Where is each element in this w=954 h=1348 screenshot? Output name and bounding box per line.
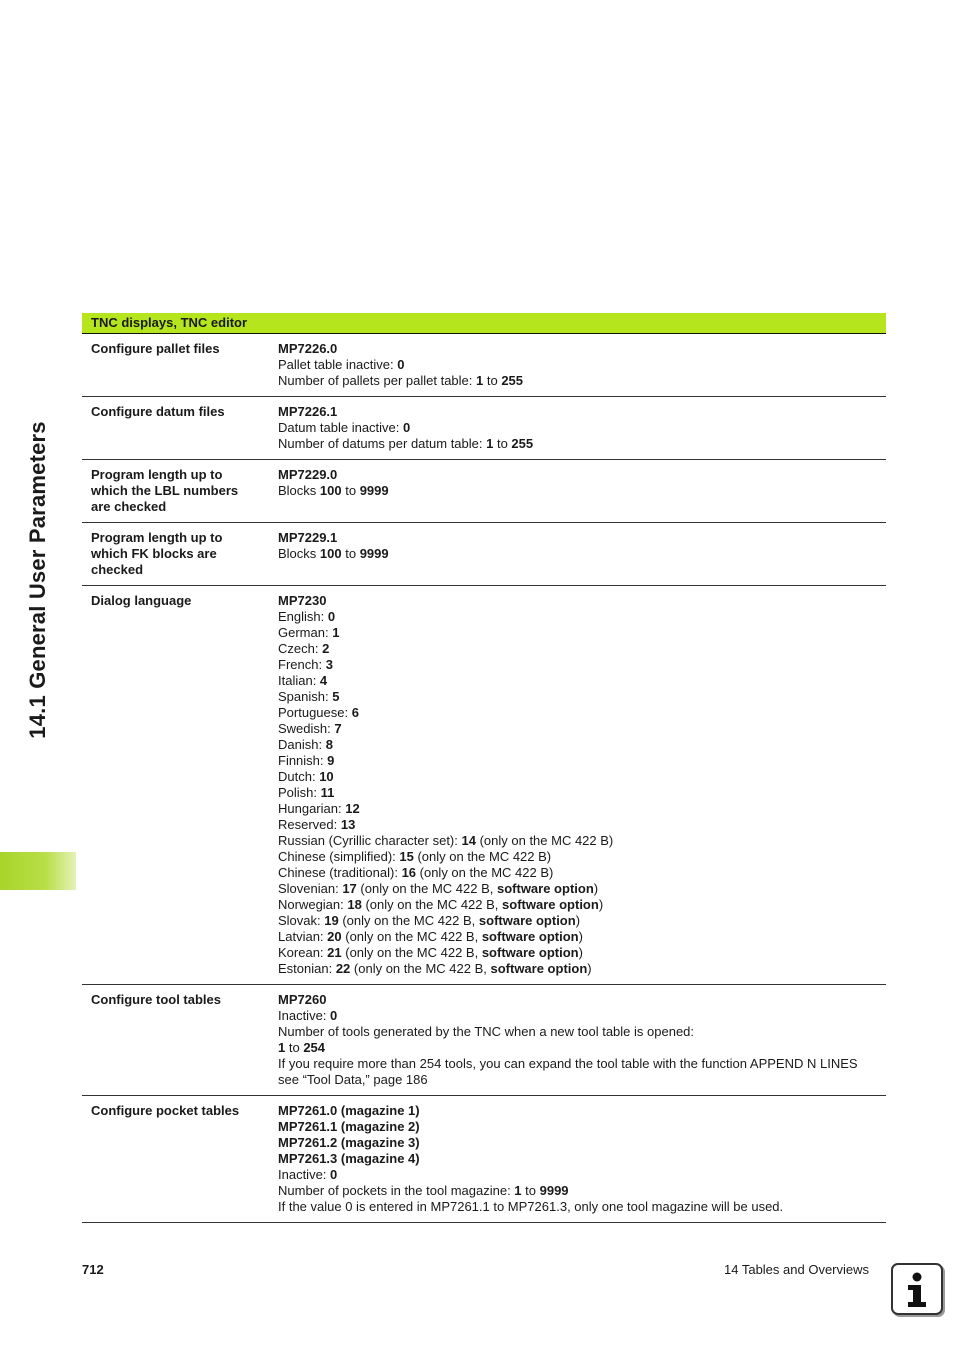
value-emphasis: software option	[478, 913, 576, 928]
parameter-label: Dialog language	[82, 586, 260, 985]
value-emphasis: 6	[351, 705, 359, 720]
value-emphasis: software option	[490, 961, 588, 976]
value-line	[278, 865, 877, 881]
value-text: Number of pallets per pallet table:	[278, 373, 476, 388]
value-emphasis: 16	[401, 865, 417, 880]
value-emphasis: MP7261.0 (magazine 1)	[278, 1103, 420, 1118]
value-emphasis: software option	[502, 897, 599, 912]
value-text: (only on the MC 422 B,	[361, 897, 503, 912]
value-emphasis: MP7261.1 (magazine 2)	[278, 1119, 420, 1134]
value-line	[278, 1119, 877, 1135]
value-text: )	[593, 881, 599, 896]
value-text: (only on the MC 422 B,	[350, 961, 491, 976]
value-emphasis: 18	[347, 897, 362, 912]
value-text: Latvian:	[278, 929, 328, 944]
value-emphasis: software option	[481, 929, 579, 944]
value-text: Slovenian:	[278, 881, 343, 896]
value-text: Estonian:	[278, 961, 336, 976]
value-emphasis: MP7261.2 (magazine 3)	[278, 1135, 420, 1150]
value-text: )	[575, 913, 581, 928]
value-line	[278, 641, 877, 657]
value-emphasis: 11	[320, 785, 335, 800]
value-emphasis: MP7229.1	[278, 530, 338, 545]
value-text: German:	[278, 625, 333, 640]
value-text: Czech:	[278, 641, 323, 656]
value-text: Number of pockets in the tool magazine:	[278, 1183, 515, 1198]
value-line	[278, 1167, 877, 1183]
value-line	[278, 1040, 877, 1056]
value-text: Number of tools generated by the TNC when a new tool table is opened:	[278, 1024, 695, 1039]
value-text: Finnish:	[278, 753, 328, 768]
value-emphasis: 1	[476, 373, 484, 388]
value-text: (only on the MC 422 B)	[416, 865, 554, 880]
value-text: to	[341, 546, 360, 561]
value-line	[278, 945, 877, 961]
value-line	[278, 483, 877, 499]
value-text: Hungarian:	[278, 801, 346, 816]
value-line	[278, 833, 877, 849]
value-emphasis: 21	[327, 945, 342, 960]
value-text: Danish:	[278, 737, 326, 752]
value-line	[278, 929, 877, 945]
chapter-tab-marker	[0, 852, 76, 890]
value-emphasis: MP7260	[278, 992, 327, 1007]
parameter-values	[260, 586, 886, 985]
parameter-label: Program length up to which the LBL numbers are checked	[82, 460, 260, 523]
value-line	[278, 817, 877, 833]
value-line	[278, 1151, 877, 1167]
value-emphasis: 14	[461, 833, 476, 848]
value-emphasis: 1	[514, 1183, 522, 1198]
value-text: Inactive:	[278, 1167, 331, 1182]
value-text: Norwegian:	[278, 897, 348, 912]
value-text: Blocks	[278, 546, 320, 561]
value-text: Inactive:	[278, 1008, 331, 1023]
side-chapter-title-text: 14.1 General User Parameters	[25, 421, 50, 739]
side-chapter-title	[16, 310, 60, 850]
value-line	[278, 961, 877, 977]
parameter-label: Program length up to which FK blocks are checked	[82, 523, 260, 586]
value-emphasis: 2	[322, 641, 330, 656]
value-line	[278, 657, 877, 673]
value-line	[278, 341, 877, 357]
parameter-values	[260, 523, 886, 586]
value-text: Polish:	[278, 785, 321, 800]
value-line	[278, 737, 877, 753]
value-emphasis: 9	[327, 753, 335, 768]
value-emphasis: 1	[278, 1040, 286, 1055]
value-line	[278, 1199, 877, 1215]
table-row	[82, 460, 886, 523]
value-text: If you require more than 254 tools, you can expand the tool table with the function APPEND N LINES see “Tool Data,” page 186	[278, 1056, 858, 1087]
value-text: Reserved:	[278, 817, 341, 832]
value-emphasis: 255	[511, 436, 534, 451]
value-emphasis: 13	[340, 817, 356, 832]
value-text: Italian:	[278, 673, 320, 688]
value-text: )	[587, 961, 592, 976]
value-emphasis: 100	[319, 546, 342, 561]
value-line	[278, 1056, 877, 1088]
parameter-values	[260, 1096, 886, 1223]
table-row	[82, 586, 886, 985]
value-line	[278, 705, 877, 721]
parameter-values	[260, 334, 886, 397]
value-emphasis: MP7229.0	[278, 467, 338, 482]
value-emphasis: 3	[325, 657, 333, 672]
table-row	[82, 1096, 886, 1223]
parameter-label: Configure tool tables	[82, 985, 260, 1096]
value-text: Korean:	[278, 945, 328, 960]
value-text: (only on the MC 422 B,	[356, 881, 497, 896]
value-emphasis: 0	[330, 1008, 338, 1023]
value-line	[278, 1135, 877, 1151]
value-line	[278, 849, 877, 865]
value-text: to	[521, 1183, 540, 1198]
parameter-values	[260, 460, 886, 523]
parameter-label: Configure datum files	[82, 397, 260, 460]
footer-chapter-title: 14 Tables and Overviews	[724, 1262, 870, 1277]
value-emphasis: 9999	[359, 483, 389, 498]
value-emphasis: MP7261.3 (magazine 4)	[278, 1151, 420, 1166]
value-text: English:	[278, 609, 328, 624]
value-text: (only on the MC 422 B,	[338, 913, 479, 928]
value-line	[278, 689, 877, 705]
value-line	[278, 992, 877, 1008]
table-row	[82, 985, 886, 1096]
value-text: to	[493, 436, 512, 451]
value-emphasis: 4	[319, 673, 328, 688]
value-text: (only on the MC 422 B)	[475, 833, 614, 848]
value-text: Chinese (simplified):	[278, 849, 400, 864]
value-line	[278, 721, 877, 737]
parameter-values	[260, 397, 886, 460]
value-text: French:	[278, 657, 326, 672]
value-text: to	[285, 1040, 304, 1055]
value-line	[278, 753, 877, 769]
value-emphasis: MP7226.1	[278, 404, 338, 419]
value-text: )	[578, 945, 583, 960]
parameter-label: Configure pocket tables	[82, 1096, 260, 1223]
value-emphasis: 9999	[359, 546, 389, 561]
value-emphasis: 0	[403, 420, 411, 435]
page-number: 712	[82, 1262, 104, 1277]
value-emphasis: 10	[319, 769, 334, 784]
value-emphasis: software option	[481, 945, 579, 960]
value-emphasis: 0	[397, 357, 405, 372]
value-emphasis: 22	[335, 961, 351, 976]
value-text: Blocks	[278, 483, 320, 498]
value-text: If the value 0 is entered in MP7261.1 to MP7261.3, only one tool magazine will be used.	[278, 1199, 784, 1214]
value-text: to	[341, 483, 360, 498]
parameter-values	[260, 985, 886, 1096]
value-line	[278, 801, 877, 817]
value-line	[278, 881, 877, 897]
value-line	[278, 673, 877, 689]
parameters-table	[82, 313, 886, 1223]
value-line	[278, 1103, 877, 1119]
value-emphasis: 254	[303, 1040, 326, 1055]
value-emphasis: 19	[324, 913, 339, 928]
table-row	[82, 523, 886, 586]
value-emphasis: 0	[330, 1167, 338, 1182]
table-header: TNC displays, TNC editor	[82, 313, 886, 334]
value-line	[278, 1183, 877, 1199]
value-text: Portuguese:	[278, 705, 352, 720]
table-row	[82, 334, 886, 397]
value-emphasis: 100	[319, 483, 342, 498]
value-emphasis: 255	[501, 373, 524, 388]
value-text: Datum table inactive:	[278, 420, 404, 435]
value-line	[278, 420, 877, 436]
value-line	[278, 530, 877, 546]
value-emphasis: 1	[486, 436, 494, 451]
value-emphasis: 20	[327, 929, 342, 944]
value-line	[278, 436, 877, 452]
value-line	[278, 1008, 877, 1024]
table-body	[82, 334, 886, 1223]
value-line	[278, 769, 877, 785]
value-line	[278, 404, 877, 420]
value-text: Spanish:	[278, 689, 333, 704]
value-text: Pallet table inactive:	[278, 357, 398, 372]
value-emphasis: 9999	[539, 1183, 569, 1198]
value-line	[278, 1024, 877, 1040]
value-emphasis: 5	[332, 689, 340, 704]
value-text: )	[598, 897, 604, 912]
value-line	[278, 546, 877, 562]
value-text: (only on the MC 422 B,	[341, 945, 482, 960]
table-row	[82, 397, 886, 460]
value-emphasis: 17	[342, 881, 357, 896]
value-text: to	[483, 373, 502, 388]
info-icon	[891, 1263, 943, 1315]
value-line	[278, 373, 877, 389]
value-text: )	[578, 929, 583, 944]
value-emphasis: MP7230	[278, 593, 327, 608]
value-emphasis: 12	[345, 801, 360, 816]
value-text: Number of datums per datum table:	[278, 436, 487, 451]
value-text: Russian (Cyrillic character set):	[278, 833, 462, 848]
value-text: Swedish:	[278, 721, 335, 736]
value-emphasis: 1	[332, 625, 340, 640]
value-emphasis: 7	[334, 721, 342, 736]
value-line	[278, 467, 877, 483]
value-line	[278, 913, 877, 929]
value-text: Dutch:	[278, 769, 320, 784]
value-emphasis: MP7226.0	[278, 341, 338, 356]
value-text: (only on the MC 422 B)	[413, 849, 552, 864]
value-emphasis: 15	[399, 849, 414, 864]
value-text: Slovak:	[278, 913, 325, 928]
value-line	[278, 357, 877, 373]
value-line	[278, 625, 877, 641]
value-line	[278, 785, 877, 801]
value-text: (only on the MC 422 B,	[341, 929, 482, 944]
value-emphasis: software option	[496, 881, 594, 896]
parameter-label: Configure pallet files	[82, 334, 260, 397]
value-text: Chinese (traditional):	[278, 865, 402, 880]
value-emphasis: 0	[327, 609, 336, 624]
value-line	[278, 897, 877, 913]
value-emphasis: 8	[325, 737, 333, 752]
value-line	[278, 593, 877, 609]
value-line	[278, 609, 877, 625]
